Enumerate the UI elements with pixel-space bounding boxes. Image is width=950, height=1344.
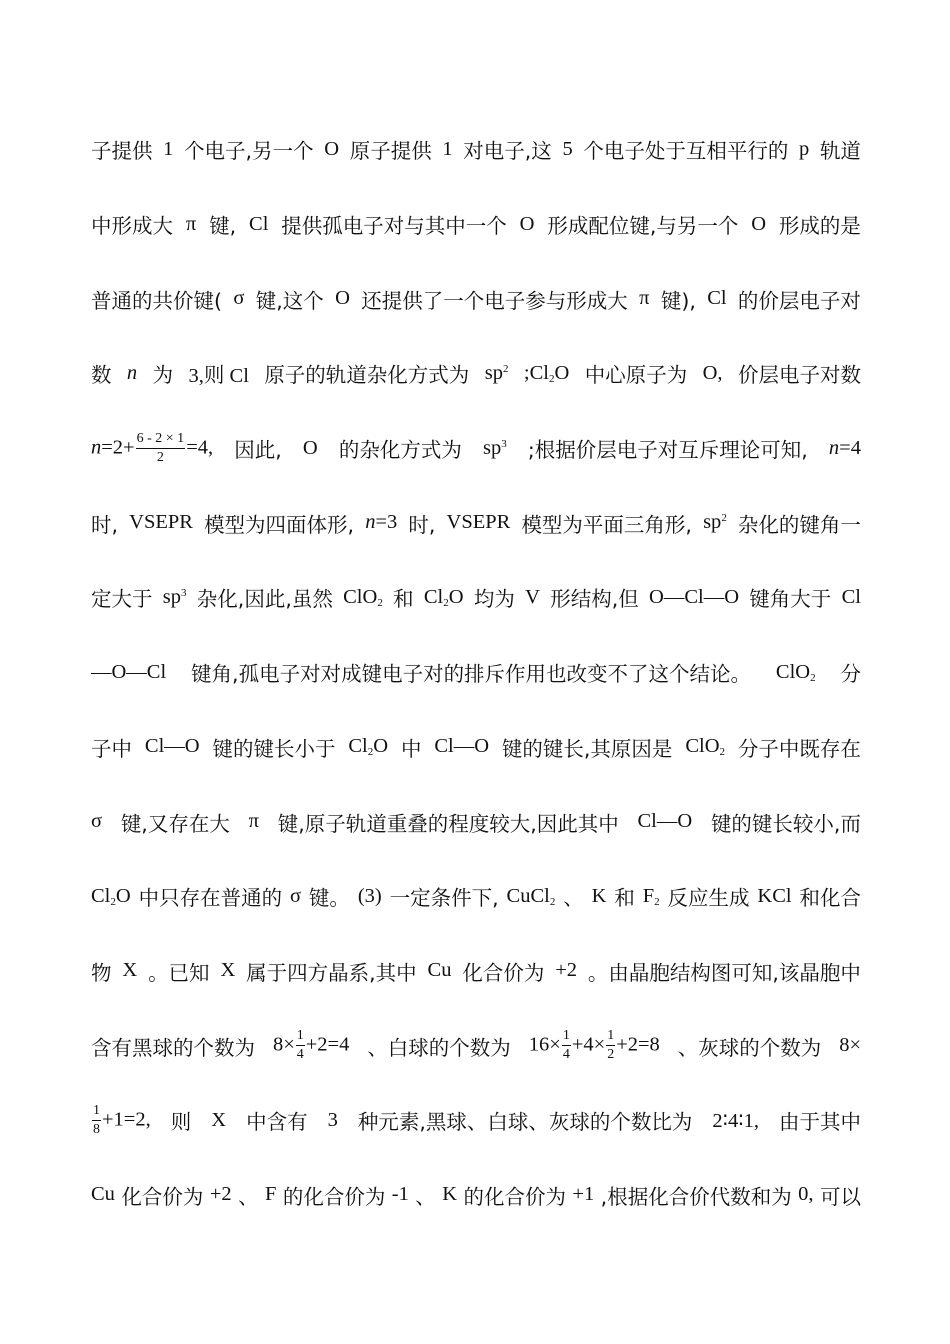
text-run: sp [703, 511, 722, 534]
text-run: Cl—O [434, 735, 490, 758]
text-run: Cl [423, 585, 444, 608]
text-line-10 [91, 784, 861, 859]
formula [365, 511, 397, 534]
text-run: 由于其中 [778, 1110, 861, 1135]
formula [507, 885, 556, 908]
text-run: 时, [91, 512, 119, 537]
text-run: 轨道 [819, 139, 861, 164]
formula [643, 885, 660, 908]
text-run: 反应生成 [667, 886, 750, 911]
text-run: 键角,孤电子对对成键电子对的排斥作用也改变不了这个结论。 [191, 662, 752, 687]
text-run: =3 [375, 511, 398, 534]
fraction-numerator: 1 [296, 1028, 305, 1046]
text-run: K [442, 1183, 458, 1206]
text-run: =4, [186, 435, 214, 458]
text-run: 。由晶胞结构图可知,该晶胞中 [587, 960, 861, 985]
fraction [92, 1103, 101, 1138]
text-run: O [335, 287, 350, 310]
text-run: Cl [91, 884, 111, 907]
formula [529, 1028, 660, 1063]
text-run: 键的键长小于 [212, 736, 336, 761]
fraction-numerator: 1 [562, 1028, 571, 1046]
text-run: 提供孤电子对与其中一个 [281, 214, 507, 239]
fraction-denominator: 2 [156, 449, 164, 465]
text-run: O [373, 735, 389, 758]
text-run: π [639, 287, 650, 310]
text-run: 键, [209, 214, 237, 239]
fraction-numerator: 1 [92, 1103, 101, 1121]
formula [91, 885, 131, 908]
text-run: 形成配位键,与另一个 [547, 214, 739, 239]
text-run: 和 [393, 587, 414, 612]
text-run: +2 [209, 1183, 232, 1206]
text-run: π [248, 810, 259, 833]
text-line-1 [91, 112, 861, 187]
text-line-4 [91, 336, 861, 411]
text-run: 一定条件下, [389, 886, 499, 911]
text-run: 定大于 [91, 587, 153, 612]
text-run: ;根据价层电子对互斥理论可知, [527, 438, 808, 463]
text-run: 键的键长,其原因是 [501, 736, 673, 761]
text-run: 普通的共价键( [91, 288, 222, 313]
formula [91, 1103, 151, 1138]
text-run: X [122, 959, 138, 982]
text-run: 中含有 [246, 1110, 308, 1135]
text-run: ;Cl [523, 361, 549, 384]
text-run: KCl [757, 884, 792, 907]
text-run: O [448, 585, 464, 608]
paragraph [91, 112, 861, 1232]
subscript: 2 [549, 895, 556, 908]
text-run: 价层电子对数 [737, 363, 861, 388]
text-run: 的化合价为 [463, 1184, 566, 1209]
text-run: 中只存在普通的 [138, 886, 283, 911]
text-run: ClO [685, 735, 720, 758]
text-run: 键角大于 [749, 587, 832, 612]
text-run: 键,又存在大 [120, 811, 230, 836]
text-run: 子中 [91, 736, 132, 761]
text-run: sp [162, 585, 182, 608]
text-run: ClO [775, 660, 811, 683]
text-line-11 [91, 859, 861, 934]
text-run: 中心原子为 [584, 363, 688, 388]
text-line-13 [91, 1008, 861, 1083]
text-run: X [220, 959, 236, 982]
text-run: π [185, 212, 197, 235]
text-run: F [642, 884, 655, 907]
text-run: 还提供了一个电子参与形成大 [361, 288, 628, 313]
fraction-numerator: 6 - 2 × 1 [136, 431, 186, 449]
text-line-2 [91, 187, 861, 262]
fraction [136, 431, 186, 466]
text-run: 含有黑球的个数为 [91, 1035, 255, 1060]
text-run: O [554, 361, 570, 384]
text-run: 分子中既存在 [737, 736, 861, 761]
formula [685, 735, 725, 758]
text-run: F [265, 1183, 277, 1206]
text-line-12 [91, 934, 861, 1009]
text-run: O, [702, 361, 723, 384]
text-run: 原子提供 [349, 139, 432, 164]
text-run: 的价层电子对 [737, 288, 861, 313]
text-run: 原子的轨道杂化方式为 [264, 363, 470, 388]
text-run: 3 [327, 1108, 338, 1131]
text-run: Cl [707, 287, 727, 310]
text-run: ,根据化合价代数和为 [600, 1184, 792, 1209]
text-run: O [115, 884, 131, 907]
text-run: +2 [555, 959, 578, 982]
text-run: K [591, 884, 607, 907]
formula [343, 586, 383, 609]
text-run: 、灰球的个数为 [677, 1035, 822, 1060]
text-run: =4 [839, 436, 861, 459]
text-run: V [525, 585, 540, 608]
text-run: 、 [563, 886, 584, 911]
formula [776, 661, 816, 684]
text-run: 8× [272, 1033, 295, 1056]
text-line-5 [91, 411, 861, 486]
text-run: +4× [571, 1033, 606, 1056]
subscript: 2 [548, 372, 555, 385]
subscript: 2 [110, 895, 116, 908]
fraction [296, 1028, 305, 1063]
text-run: 为 [152, 363, 174, 388]
text-run: 1 [442, 137, 453, 160]
superscript: 3 [501, 437, 507, 450]
text-run: 化合价为 [462, 960, 545, 985]
text-line-14 [91, 1083, 861, 1158]
text-run: 物 [91, 960, 112, 985]
fraction [606, 1028, 615, 1063]
text-run: σ [91, 810, 103, 833]
text-run: 模型为平面三角形, [521, 512, 692, 537]
text-run: 则 [170, 1110, 192, 1135]
text-run: 中形成大 [91, 214, 173, 239]
superscript: 3 [181, 586, 187, 599]
text-run: 杂化的键角一 [737, 512, 861, 537]
text-run: 数 [91, 363, 112, 388]
text-run: 键的键长较小,而 [710, 811, 861, 836]
formula [524, 362, 569, 385]
text-run: 3,则 Cl [188, 365, 249, 388]
subscript: 2 [367, 746, 374, 759]
text-run: Cl [841, 585, 861, 608]
text-run: 、 [415, 1184, 436, 1209]
subscript: 2 [719, 746, 726, 759]
formula [348, 735, 388, 758]
text-run: sp [482, 436, 502, 459]
formula [273, 1028, 349, 1063]
text-run: Cu [427, 959, 452, 982]
text-run: +1 [572, 1183, 595, 1206]
text-run: (3) [357, 884, 382, 907]
text-run: Cl—O [144, 735, 200, 758]
text-run: X [211, 1108, 227, 1131]
text-run: 个电子,另一个 [184, 139, 314, 164]
text-run: 时, [408, 512, 436, 537]
text-line-3 [91, 261, 861, 336]
text-run: sp [484, 361, 503, 384]
formula [424, 586, 464, 609]
text-line-6 [91, 485, 861, 560]
text-run: n [91, 435, 102, 458]
text-run: 键,这个 [255, 288, 324, 313]
fraction [562, 1028, 571, 1063]
text-run: 键。 [308, 886, 350, 911]
fraction-denominator: 2 [607, 1047, 615, 1063]
text-run: CuCl [506, 884, 550, 907]
text-run: ClO [343, 585, 378, 608]
text-run: 种元素,黑球、白球、灰球的个数比为 [357, 1110, 693, 1135]
text-run: n [365, 511, 376, 534]
text-run: 键), [660, 288, 696, 313]
subscript: 2 [654, 895, 660, 908]
text-run: VSEPR [446, 511, 511, 534]
text-run: =2+ [101, 435, 135, 458]
formula [91, 431, 213, 466]
text-run: Cl [249, 212, 269, 235]
text-run: 中 [400, 736, 422, 761]
text-run: 分 [840, 662, 861, 687]
text-run: 的杂化方式为 [338, 438, 462, 463]
text-run: O [302, 436, 318, 459]
text-run: p [799, 137, 810, 160]
text-line-8 [91, 635, 861, 710]
text-run: 均为 [473, 587, 515, 612]
superscript: 2 [502, 362, 509, 375]
text-run: 5 [562, 137, 573, 160]
text-run: 杂化,因此,虽然 [196, 587, 333, 612]
formula [703, 511, 727, 534]
text-run: 因此, [234, 438, 282, 463]
fraction-numerator: 1 [606, 1028, 615, 1046]
text-run: Cl [348, 735, 368, 758]
text-run: 属于四方晶系,其中 [246, 960, 417, 985]
text-run: O [324, 137, 340, 160]
text-run: 1 [163, 137, 174, 160]
text-run: 16× [528, 1033, 561, 1056]
text-run: VSEPR [129, 511, 193, 534]
text-run: 形结构,但 [550, 587, 639, 612]
fraction-denominator: 4 [296, 1047, 304, 1063]
text-run: +1=2, [102, 1107, 151, 1130]
text-run: n [126, 361, 138, 384]
text-line-9 [91, 710, 861, 785]
text-run: 的化合价为 [282, 1184, 386, 1209]
superscript: 2 [721, 512, 727, 525]
text-run: 键,原子轨道重叠的程度较大,因此其中 [277, 811, 619, 836]
text-run: n [828, 436, 840, 459]
formula [485, 362, 509, 385]
formula [829, 437, 861, 460]
text-run: 子提供 [91, 139, 153, 164]
text-run: 对电子,这 [463, 139, 552, 164]
text-run: 8× [839, 1034, 861, 1057]
text-run: 、 [238, 1184, 259, 1209]
subscript: 2 [443, 596, 449, 609]
text-line-7 [91, 560, 861, 635]
text-run: 可以 [819, 1184, 861, 1209]
text-run: 模型为四面体形, [204, 512, 355, 537]
text-run: O—Cl—O [649, 585, 740, 608]
text-run: Cl—O [637, 810, 693, 833]
text-run: -1 [391, 1183, 409, 1206]
text-run: σ [233, 287, 245, 310]
text-run: +2=4 [305, 1033, 350, 1056]
text-run: 和 [614, 886, 635, 911]
text-run: 2∶4∶1, [712, 1109, 759, 1132]
text-run: O [751, 212, 767, 235]
text-run: 形成的是 [778, 214, 861, 239]
text-run: 和化合 [799, 886, 861, 911]
fraction-denominator: 8 [93, 1121, 100, 1137]
subscript: 2 [377, 596, 383, 609]
formula [163, 586, 187, 609]
formula [483, 437, 507, 460]
text-line-15 [91, 1158, 861, 1233]
text-run: 个电子处于互相平行的 [583, 139, 789, 164]
text-run: 化合价为 [121, 1184, 204, 1209]
subscript: 2 [810, 671, 816, 684]
text-run: 、白球的个数为 [367, 1035, 511, 1060]
text-run: —O—Cl [91, 660, 167, 683]
fraction-denominator: 4 [562, 1047, 570, 1063]
text-run: 。已知 [148, 960, 210, 985]
text-run: σ [289, 884, 302, 907]
text-run: +2=8 [616, 1033, 660, 1056]
text-run: Cu [91, 1183, 115, 1206]
text-run: O [519, 212, 535, 235]
text-run: 0, [798, 1183, 814, 1206]
